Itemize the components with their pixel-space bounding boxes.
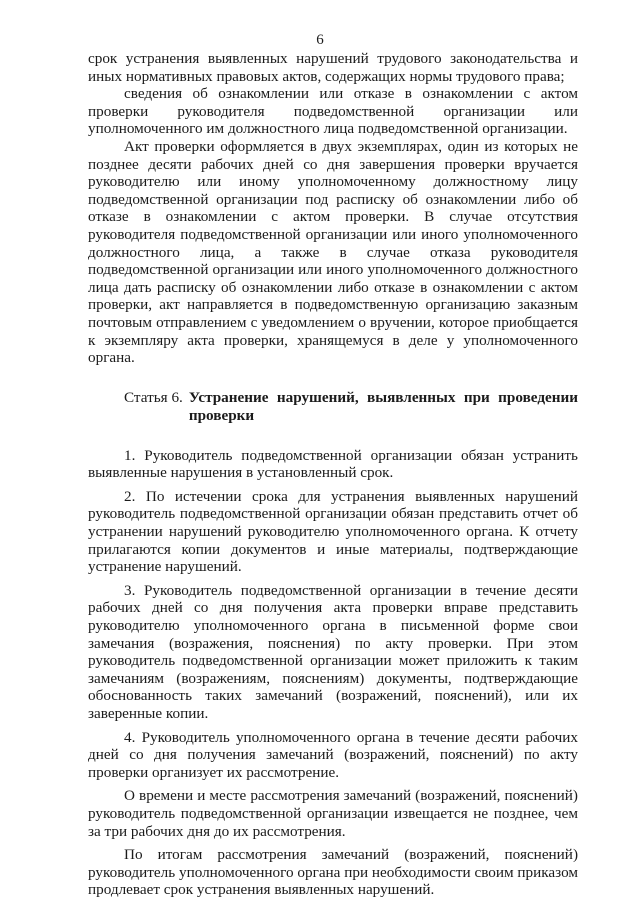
paragraph-deadline-item: срок устранения выявленных нарушений трудового законодательства и иных нормативных правовых актов, содержащих нормы трудового права;: [88, 50, 578, 85]
document-body: [88, 50, 578, 899]
paragraph-clause-2: 2. По истечении срока для устранения выявленных нарушений руководитель подведомственной организации обязан представить отчет об устранении нарушений руководителю уполномоченного органа. К отчету прилагаются копии документов и иные материалы, подтверждающие устранение нарушений.: [88, 487, 578, 576]
page-number: 6: [316, 32, 324, 48]
paragraph-clause-3: 3. Руководитель подведомственной организации в течение десяти рабочих дней со дня получения акта проверки вправе представить руководителю уполномоченного органа в письменной форме свои замечания (возражения, пояснения) по акту проверки. При этом руководитель подведомственной организации может приложить к таким замечаниям (возражениям, пояснениям) документы, подтверждающие обоснованность таких замечаний (возражений, пояснений), или их заверенные копии.: [88, 581, 578, 722]
paragraph-inspection-act: Акт проверки оформляется в двух экземплярах, один из которых не позднее десяти рабочих дней со дня завершения проверки вручается руководителю или иному уполномоченному должностному лицу подведомственной организации под расписку об ознакомлении либо об отказе в ознакомлении с актом проверки. В случае отсутствия руководителя подведомственной организации или иного уполномоченного должностного лица, а также в случае отказа руководителя подведомственной организации или иного уполномоченного должностного лица дать расписку об ознакомлении либо отказе в ознакомлении с актом проверки, акт направляется в подведомственную организацию заказным почтовым отправлением с уведомлением о вручении, которое приобщается к экземпляру акта проверки, хранящемуся в деле у уполномоченного органа.: [88, 137, 578, 367]
paragraph-acknowledgement-item: сведения об ознакомлении или отказе в ознакомлении с актом проверки руководителя подведомственной организации или уполномоченного им должностного лица подведомственной организации.: [88, 85, 578, 138]
paragraph-clause-1: 1. Руководитель подведомственной организации обязан устранить выявленные нарушения в установленный срок.: [88, 446, 578, 482]
article-number: Статья 6.: [124, 388, 183, 406]
article-heading: [88, 389, 578, 425]
paragraph-notification: О времени и месте рассмотрения замечаний (возражений, пояснений) руководитель подведомственной организации извещается не позднее, чем за три рабочих дня до их рассмотрения.: [88, 787, 578, 840]
article-title: Устранение нарушений, выявленных при проведении проверки: [188, 388, 578, 424]
paragraph-results: По итогам рассмотрения замечаний (возражений, пояснений) руководитель уполномоченного органа при необходимости своим приказом продлевает срок устранения выявленных нарушений.: [88, 846, 578, 899]
paragraph-clause-4: 4. Руководитель уполномоченного органа в течение десяти рабочих дней со дня получения замечаний (возражений, пояснений) по акту проверки организует их рассмотрение.: [88, 728, 578, 781]
